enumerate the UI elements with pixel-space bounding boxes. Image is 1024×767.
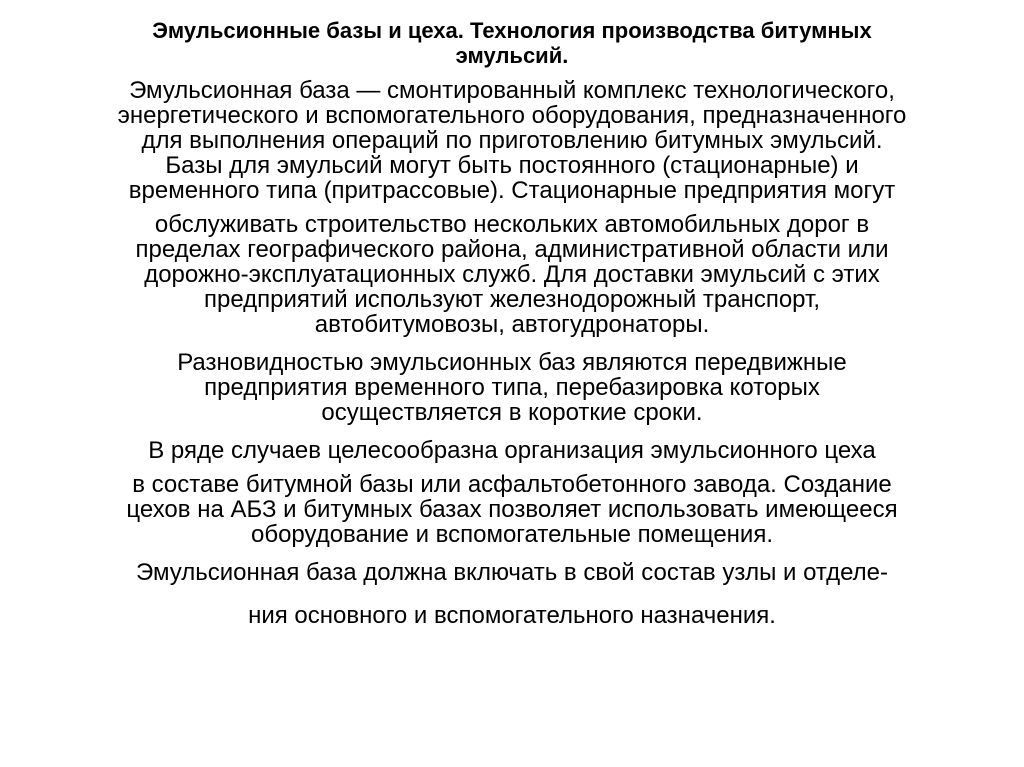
text-line: предприятия временного типа, перебазировка которых xyxy=(204,374,820,401)
text-line: Базы для эмульсий могут быть постоянного (стационарные) и xyxy=(165,152,859,179)
text-line: пределах географического района, административной области или xyxy=(135,236,889,263)
text-line: энергетического и вспомогательного оборудования, предназначенного xyxy=(117,102,907,129)
text-line: Эмульсионная база — смонтированный комплекс технологического, xyxy=(129,77,895,104)
text-line: обслуживать строительство нескольких автомобильных дорог в xyxy=(154,211,870,238)
title-line: эмульсий. xyxy=(455,43,569,68)
text-line: В ряде случаев целесообразна организация эмульсионного цеха xyxy=(148,437,876,464)
text-line: дорожно-эксплуатационных служб. Для доставки эмульсий с этих xyxy=(144,261,880,288)
slide-title xyxy=(22,18,1002,68)
text-line: оборудование и вспомогательные помещения. xyxy=(250,521,773,548)
text-line: осуществляется в короткие сроки. xyxy=(321,399,703,426)
text-line: Эмульсионная база должна включать в свой состав узлы и отделе- xyxy=(135,559,888,586)
text-line: временного типа (притрассовые). Стационарные предприятия могут xyxy=(128,177,896,204)
text-line: Разновидностью эмульсионных баз являются передвижные xyxy=(177,349,847,376)
text-line: предприятий используют железнодорожный транспорт, xyxy=(203,286,820,313)
text-line: для выполнения операций по приготовлению битумных эмульсий. xyxy=(141,127,883,154)
text-line: ния основного и вспомогательного назначения. xyxy=(248,602,776,629)
text-line: в составе битумной базы или асфальтобетонного завода. Создание xyxy=(132,471,892,498)
slide-body xyxy=(17,78,1007,628)
text-line: цехов на АБЗ и битумных базах позволяет использовать имеющееся xyxy=(126,496,898,523)
text-line: автобитумовозы, автогудронаторы. xyxy=(314,311,710,338)
title-line: Эмульсионные базы и цеха. Технология производства битумных xyxy=(152,18,872,43)
